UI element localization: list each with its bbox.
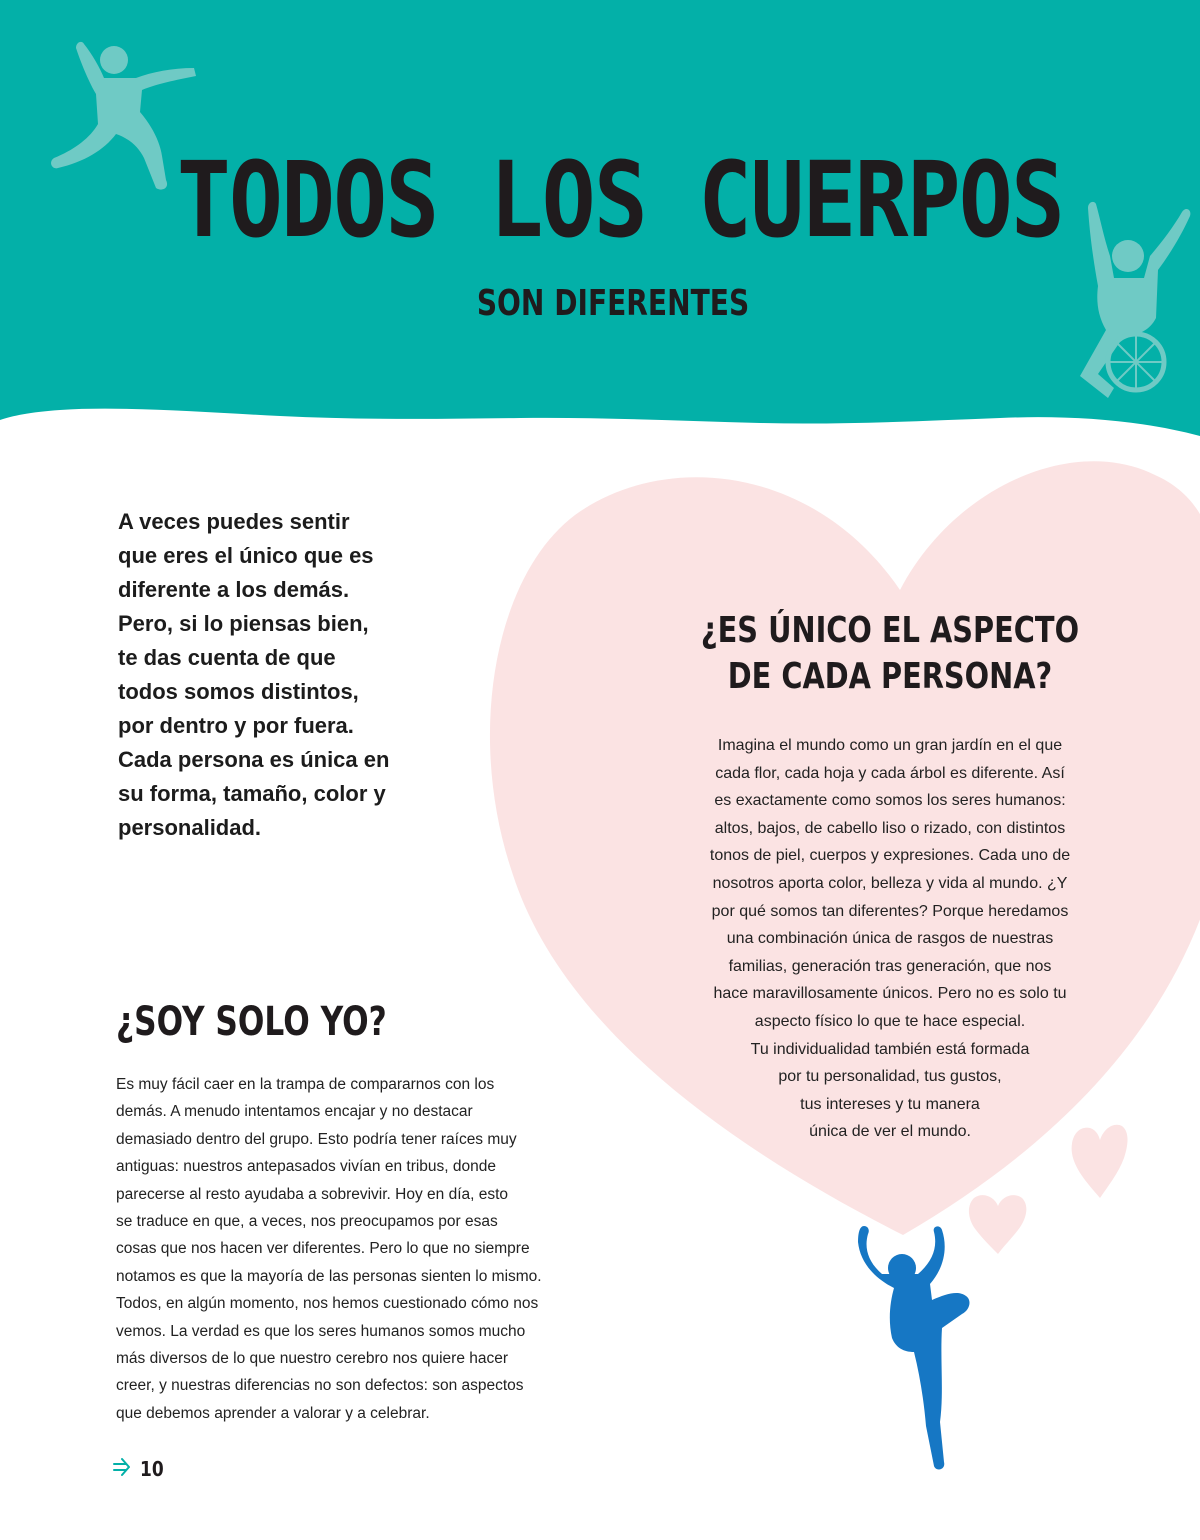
heart-line: es exactamente como somos los seres humanos: <box>714 792 1066 810</box>
heart-heading-line: ¿ES ÚNICO EL ASPECTO <box>700 610 1080 651</box>
section-line: más diversos de lo que nuestro cerebro nos quiere hacer <box>116 1350 509 1368</box>
heart-line: una combinación única de rasgos de nuestras <box>726 930 1054 948</box>
intro-line: Pero, si lo piensas bien, <box>118 611 369 636</box>
heart-heading-line: DE CADA PERSONA? <box>727 656 1053 697</box>
heart-heading <box>698 608 1082 700</box>
section-line: notamos es que la mayoría de las personas sienten lo mismo. <box>116 1267 542 1285</box>
page-number: 10 <box>140 1457 164 1481</box>
intro-line: te das cuenta de que <box>118 645 336 670</box>
heart-line: única de ver el mundo. <box>809 1123 971 1141</box>
section-paragraph <box>116 1071 676 1427</box>
section-line: antiguas: nuestros antepasados vivían en tribus, donde <box>116 1158 497 1176</box>
intro-line: que eres el único que es <box>118 543 374 568</box>
dancing-person-icon <box>848 1222 978 1472</box>
intro-line: por dentro y por fuera. <box>118 713 354 738</box>
section-line: cosas que nos hacen ver diferentes. Pero lo que no siempre <box>116 1240 530 1258</box>
section-line: que debemos aprender a valorar y a celebrar. <box>116 1404 430 1422</box>
heart-line: familias, generación tras generación, que nos <box>728 957 1052 975</box>
heart-line: Tu individualidad también está formada <box>750 1040 1030 1058</box>
heart-line: tonos de piel, cuerpos y expresiones. Cada uno de <box>709 847 1071 865</box>
heart-line: tus intereses y tu manera <box>800 1095 980 1113</box>
heart-line: por qué somos tan diferentes? Porque heredamos <box>711 902 1069 920</box>
section-line: se traduce en que, a veces, nos preocupamos por esas <box>116 1213 498 1231</box>
section-line: vemos. La verdad es que los seres humanos somos mucho <box>116 1322 526 1340</box>
heart-line: Imagina el mundo como un gran jardín en el que <box>717 737 1063 754</box>
page-subtitle: SON DIFERENTES <box>476 283 750 324</box>
page-arrow-icon <box>112 1456 134 1482</box>
heart-paragraph <box>660 732 1120 1146</box>
intro-line: personalidad. <box>118 815 262 840</box>
intro-line: A veces puedes sentir <box>118 509 350 534</box>
section-line: Es muy fácil caer en la trampa de compararnos con los <box>116 1076 495 1093</box>
intro-line: diferente a los demás. <box>118 577 350 602</box>
heart-line: altos, bajos, de cabello liso o rizado, con distintos <box>714 819 1066 837</box>
section-heading: ¿SOY SOLO YO? <box>116 999 387 1045</box>
intro-paragraph <box>118 505 438 845</box>
heart-line: cada flor, cada hoja y cada árbol es diferente. Así <box>715 764 1065 782</box>
heart-line: por tu personalidad, tus gustos, <box>778 1068 1002 1086</box>
intro-line: Cada persona es única en <box>118 747 390 772</box>
heart-line: nosotros aporta color, belleza y vida al mundo. ¿Y <box>712 874 1068 892</box>
page-footer <box>112 1456 168 1482</box>
section-line: demás. A menudo intentamos encajar y no destacar <box>116 1103 473 1121</box>
heart-line: hace maravillosamente únicos. Pero no es solo tu <box>713 985 1067 1003</box>
page-title: TODOS LOS CUERPOS <box>176 139 1064 261</box>
intro-line: su forma, tamaño, color y <box>118 781 386 806</box>
section-line: Todos, en algún momento, nos hemos cuestionado cómo nos <box>116 1295 539 1313</box>
heart-line: aspecto físico lo que te hace especial. <box>754 1012 1026 1030</box>
section-line: creer, y nuestras diferencias no son defectos: son aspectos <box>116 1377 524 1395</box>
intro-line: todos somos distintos, <box>118 679 359 704</box>
section-line: demasiado dentro del grupo. Esto podría tener raíces muy <box>116 1130 517 1148</box>
section-line: parecerse al resto ayudaba a sobrevivir. Hoy en día, esto <box>116 1185 509 1203</box>
